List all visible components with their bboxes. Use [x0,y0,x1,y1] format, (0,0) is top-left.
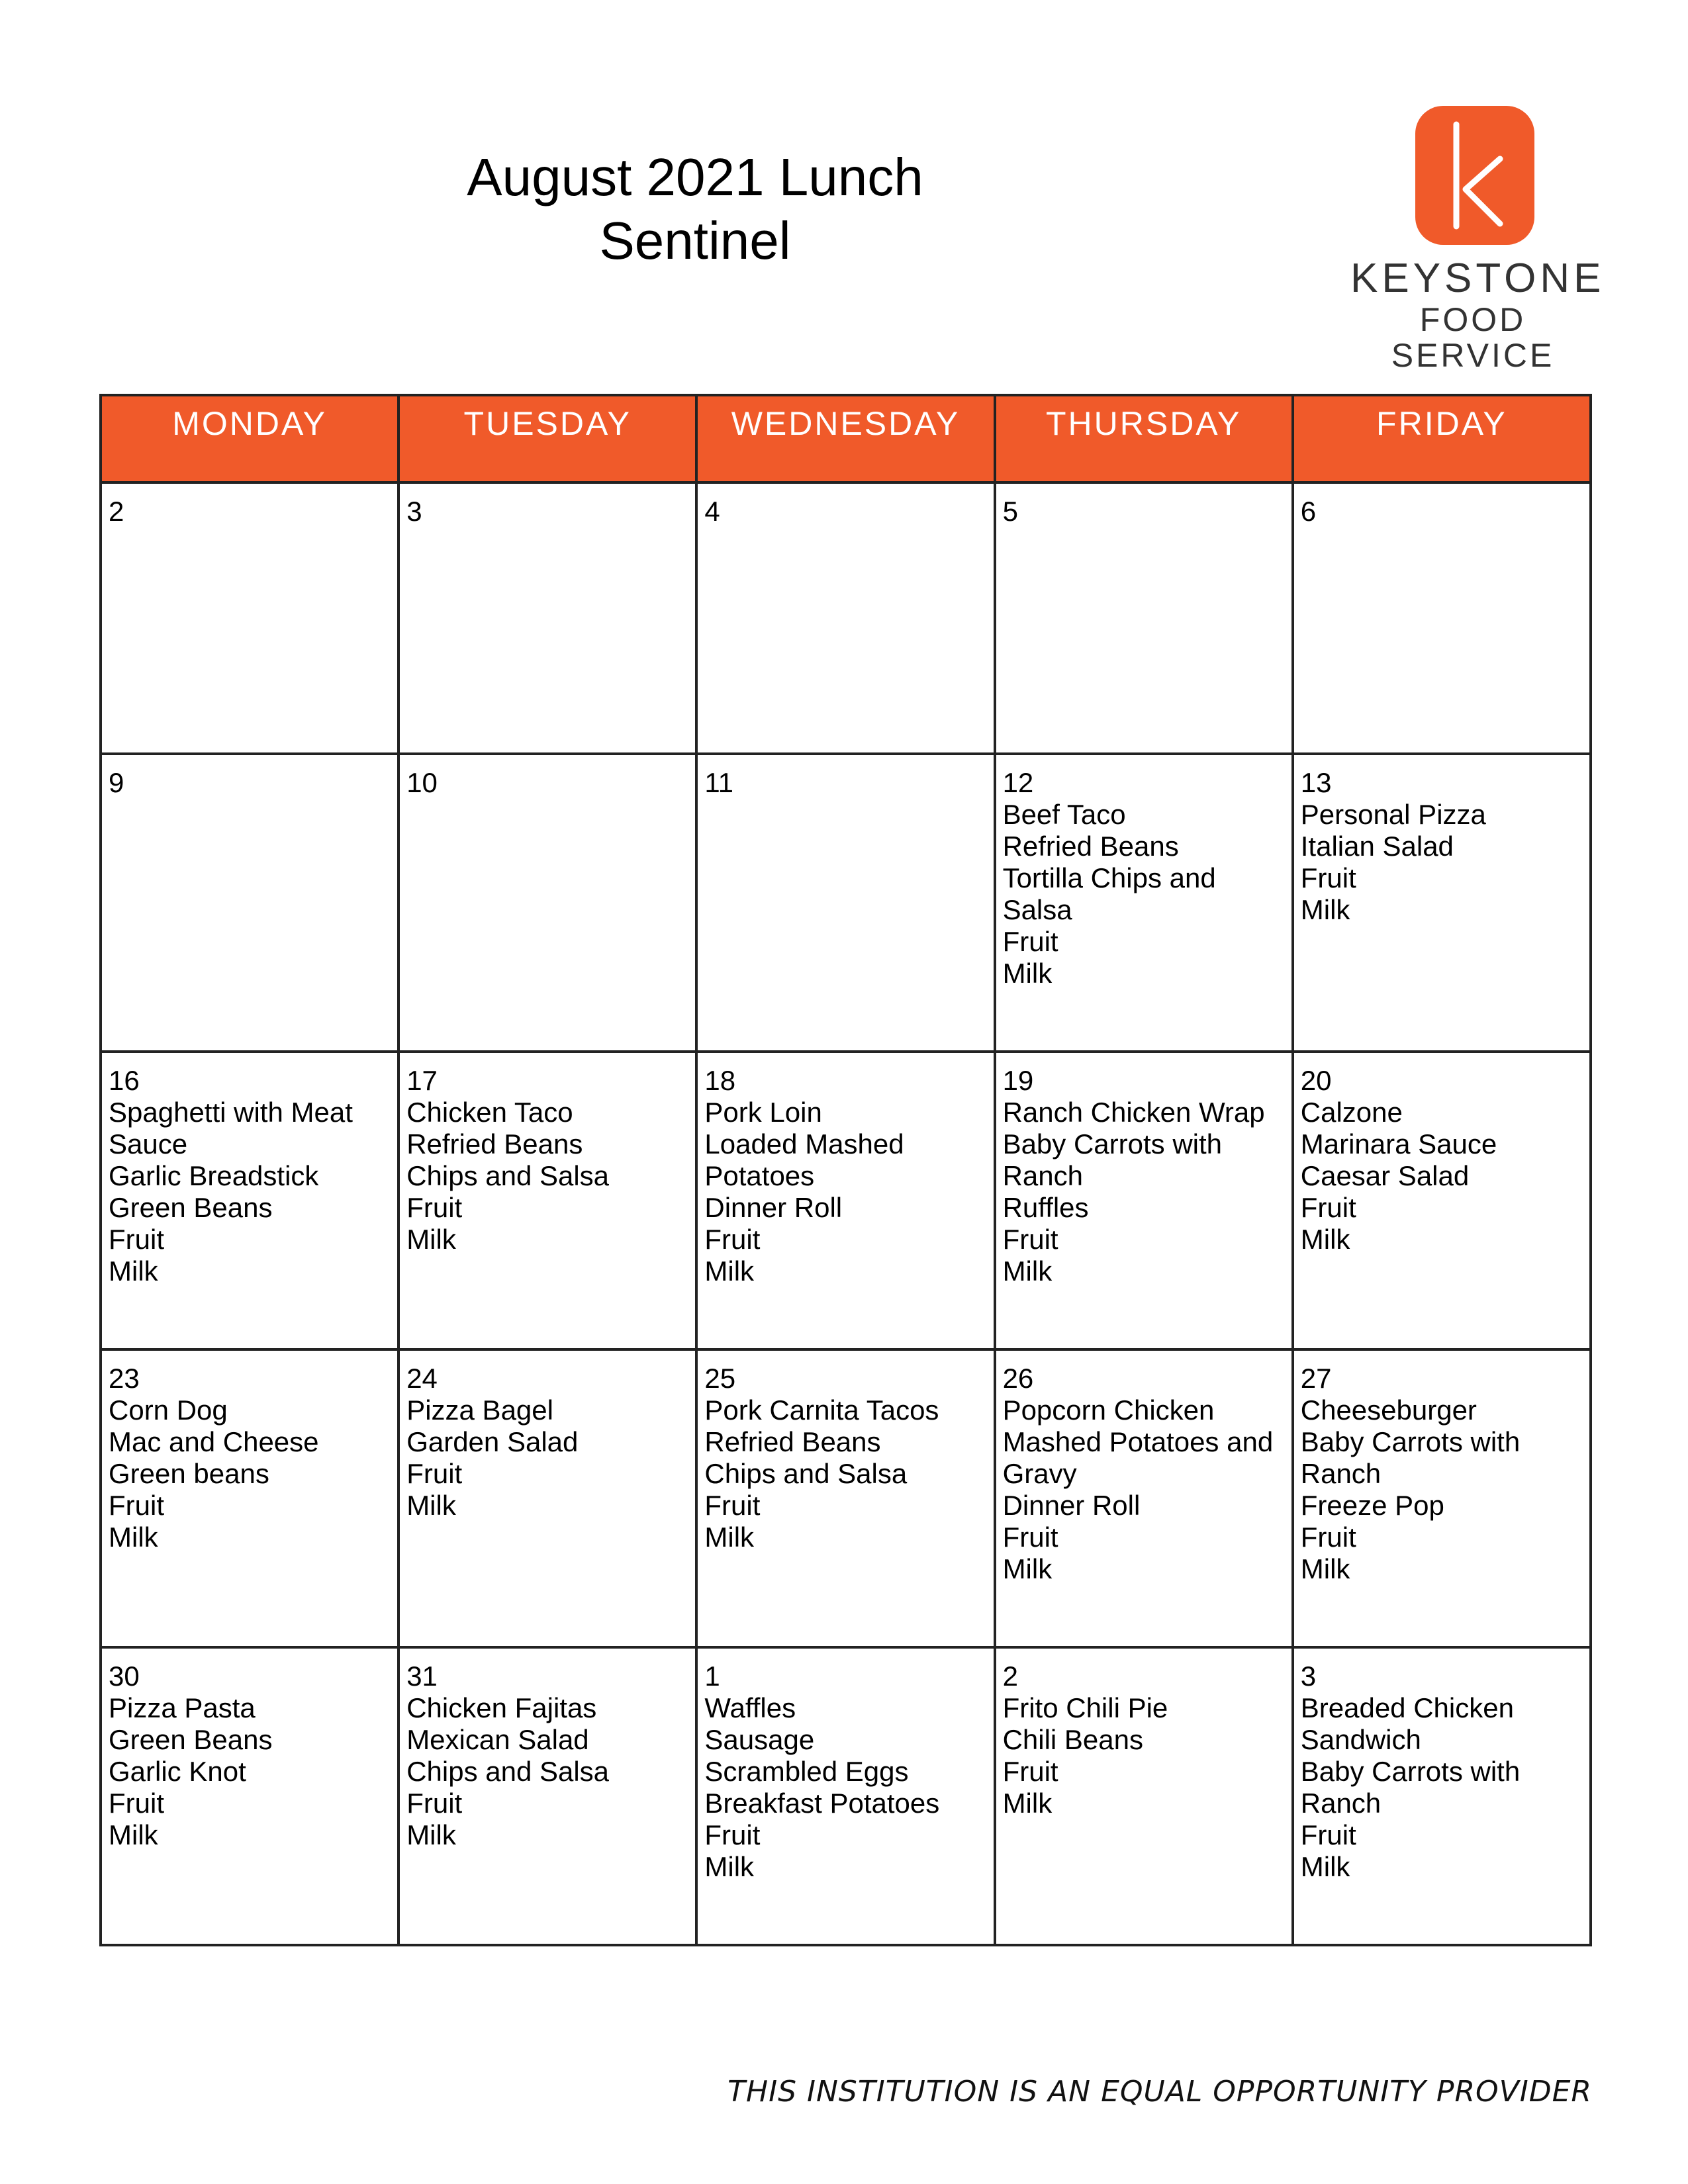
menu-item: Frito Chili Pie [1002,1692,1168,1723]
menu-item: Marinara Sauce [1300,1128,1497,1160]
day-number: 2 [1002,1661,1018,1692]
weekday-header: THURSDAY [995,395,1293,482]
day-number: 18 [704,1065,736,1096]
day-cell [101,1052,399,1349]
day-number: 24 [406,1363,438,1394]
menu-item: Ruffles [1002,1192,1089,1223]
keystone-logo [1350,99,1605,374]
weekday-header: WEDNESDAY [696,395,994,482]
day-cell [696,754,994,1052]
day-cell [399,482,696,754]
day-number: 17 [406,1065,438,1096]
menu-item: Fruit [1002,926,1058,957]
day-number: 4 [704,496,720,527]
day-number: 16 [109,1065,140,1096]
menu-item: Fruit [704,1490,761,1521]
menu-item: Milk [1002,1553,1053,1584]
menu-item: Milk [406,1490,456,1521]
day-number: 25 [704,1363,736,1394]
menu-item: Baby Carrots with Ranch [1300,1756,1521,1819]
day-number: 12 [1002,767,1034,798]
day-cell [1293,482,1591,754]
weekday-header: TUESDAY [399,395,696,482]
menu-item: Milk [1300,1553,1350,1584]
menu-item: Fruit [109,1490,164,1521]
menu-item: Ranch Chicken Wrap [1002,1097,1265,1128]
menu-item: Breaded Chicken Sandwich [1300,1692,1514,1755]
day-number: 19 [1002,1065,1034,1096]
menu-item: Milk [109,1522,158,1553]
day-cell [696,1052,994,1349]
menu-item: Fruit [1002,1756,1058,1787]
menu-item: Fruit [1300,1522,1356,1553]
day-cell [696,1349,994,1647]
logo-name: KEYSTONE [1350,255,1605,301]
day-number: 31 [406,1661,438,1692]
day-cell [1293,1052,1591,1349]
menu-item: Pizza Bagel [406,1394,553,1426]
menu-item: Fruit [704,1224,761,1255]
menu-item: Milk [1002,1788,1053,1819]
day-cell [101,1647,399,1945]
day-number: 20 [1300,1065,1332,1096]
menu-item: Pork Loin [704,1097,822,1128]
menu-item: Fruit [109,1224,164,1255]
day-cell [399,1052,696,1349]
day-cell [101,754,399,1052]
menu-item: Chicken Taco [406,1097,573,1128]
logo-subtitle: FOOD SERVICE [1391,301,1555,374]
menu-item: Milk [406,1819,456,1850]
menu-item: Personal Pizza [1300,799,1486,830]
menu-item: Calzone [1300,1097,1403,1128]
menu-item: Popcorn Chicken [1002,1394,1215,1426]
menu-item: Sausage [704,1724,815,1755]
lunch-calendar [99,394,1592,1946]
day-number: 13 [1300,767,1332,798]
menu-item: Milk [704,1255,755,1287]
day-number: 1 [704,1661,720,1692]
menu-item: Chili Beans [1002,1724,1144,1755]
menu-item: Dinner Roll [704,1192,843,1223]
menu-item: Milk [406,1224,456,1255]
menu-item: Refried Beans [406,1128,583,1160]
menu-item: Mac and Cheese [109,1426,319,1457]
menu-item: Fruit [406,1458,463,1489]
menu-item: Milk [704,1522,755,1553]
menu-item: Fruit [109,1788,164,1819]
menu-item: Milk [1002,958,1053,989]
menu-item: Fruit [1002,1224,1058,1255]
day-cell [995,1052,1293,1349]
title-line-1: August 2021 Lunch [467,148,923,206]
menu-item: Fruit [704,1819,761,1850]
keystone-k-icon [1415,106,1534,245]
menu-item: Scrambled Eggs [704,1756,909,1787]
day-cell [995,482,1293,754]
menu-item: Refried Beans [704,1426,881,1457]
day-number: 9 [109,767,124,798]
menu-item: Chips and Salsa [406,1160,610,1191]
menu-item: Corn Dog [109,1394,228,1426]
menu-item: Fruit [406,1788,463,1819]
week-row [101,754,1591,1052]
menu-item: Dinner Roll [1002,1490,1141,1521]
menu-item: Garlic Knot [109,1756,246,1787]
menu-item: Italian Salad [1300,831,1454,862]
day-number: 5 [1002,496,1018,527]
menu-item: Pizza Pasta [109,1692,256,1723]
weekday-header-row [101,395,1591,482]
day-cell [399,1349,696,1647]
day-number: 26 [1002,1363,1034,1394]
menu-item: Milk [1300,1851,1350,1882]
menu-item: Chips and Salsa [406,1756,610,1787]
menu-item: Loaded Mashed Potatoes [704,1128,904,1191]
menu-item: Milk [1300,1224,1350,1255]
week-row [101,1052,1591,1349]
menu-item: Beef Taco [1002,799,1126,830]
menu-item: Tortilla Chips and Salsa [1002,862,1216,925]
day-cell [101,482,399,754]
menu-item: Spaghetti with Meat Sauce [109,1097,353,1160]
weekday-header: FRIDAY [1293,395,1591,482]
day-number: 27 [1300,1363,1332,1394]
menu-item: Fruit [1300,1192,1356,1223]
menu-item: Baby Carrots with Ranch [1300,1426,1521,1489]
menu-item: Fruit [1002,1522,1058,1553]
menu-item: Mashed Potatoes and Gravy [1002,1426,1274,1489]
menu-item: Chips and Salsa [704,1458,908,1489]
week-row [101,1647,1591,1945]
menu-item: Waffles [704,1692,796,1723]
menu-item: Mexican Salad [406,1724,589,1755]
page-title [430,146,960,273]
menu-item: Milk [704,1851,755,1882]
menu-item: Caesar Salad [1300,1160,1470,1191]
menu-item: Green Beans [109,1724,273,1755]
menu-item: Green Beans [109,1192,273,1223]
menu-item: Baby Carrots with Ranch [1002,1128,1223,1191]
day-cell [399,1647,696,1945]
day-cell [995,754,1293,1052]
day-cell [1293,1647,1591,1945]
menu-item: Freeze Pop [1300,1490,1444,1521]
day-number: 3 [406,496,422,527]
menu-item: Milk [109,1819,158,1850]
day-cell [1293,1349,1591,1647]
title-line-2: Sentinel [599,211,791,270]
menu-item: Refried Beans [1002,831,1179,862]
menu-item: Fruit [1300,862,1356,893]
day-cell [696,482,994,754]
menu-item: Fruit [1300,1819,1356,1850]
day-cell [399,754,696,1052]
day-number: 10 [406,767,438,798]
week-row [101,482,1591,754]
day-cell [995,1349,1293,1647]
day-number: 3 [1300,1661,1317,1692]
menu-item: Fruit [406,1192,463,1223]
menu-item: Chicken Fajitas [406,1692,597,1723]
menu-item: Breakfast Potatoes [704,1788,940,1819]
day-number: 2 [109,496,124,527]
weekday-header: MONDAY [101,395,399,482]
menu-item: Garlic Breadstick [109,1160,319,1191]
week-row [101,1349,1591,1647]
day-number: 23 [109,1363,140,1394]
day-number: 11 [704,767,733,798]
day-cell [101,1349,399,1647]
menu-item: Garden Salad [406,1426,579,1457]
day-cell [1293,754,1591,1052]
menu-item: Milk [1002,1255,1053,1287]
day-number: 30 [109,1661,140,1692]
day-cell [995,1647,1293,1945]
day-number: 6 [1300,496,1317,527]
equal-opportunity-statement: THIS INSTITUTION IS AN EQUAL OPPORTUNITY PROVIDER [727,2075,1592,2109]
menu-item: Milk [109,1255,158,1287]
menu-item: Cheeseburger [1300,1394,1477,1426]
menu-item: Pork Carnita Tacos [704,1394,939,1426]
menu-item: Green beans [109,1458,269,1489]
day-cell [696,1647,994,1945]
menu-item: Milk [1300,894,1350,925]
